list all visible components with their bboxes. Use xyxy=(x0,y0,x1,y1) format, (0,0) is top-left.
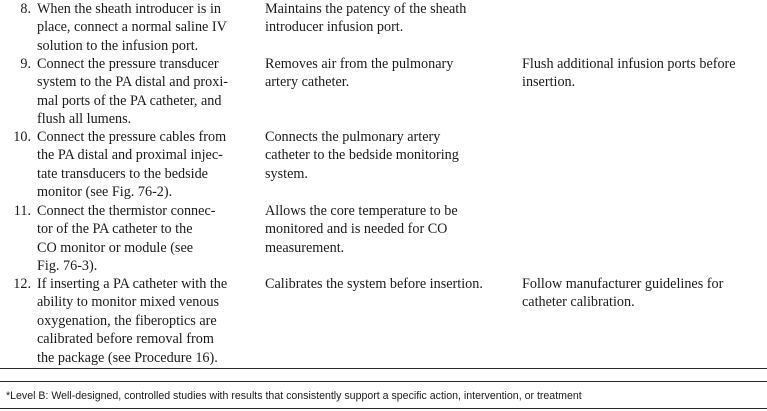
footnote-bottom-rule xyxy=(0,408,767,409)
step-text-line: the PA distal and proximal injec- xyxy=(37,147,223,164)
step-text-line: tor of the PA catheter to the xyxy=(37,221,193,238)
step-text-line: When the sheath introducer is in xyxy=(37,1,221,17)
step-text xyxy=(37,55,228,129)
special-considerations-text-line: catheter calibration. xyxy=(522,294,635,311)
step-text-line: place, connect a normal saline IV xyxy=(37,19,227,36)
step-text-line: CO monitor or module (see xyxy=(37,239,194,256)
special-considerations-text-line: insertion. xyxy=(522,74,576,91)
step-number: 9. xyxy=(20,56,31,72)
special-considerations-text-line: Flush additional infusion ports before xyxy=(522,56,736,72)
step-text-line: Connect the pressure cables from xyxy=(37,129,227,145)
step-text xyxy=(37,128,226,202)
rationale-text-line: measurement. xyxy=(265,239,345,256)
rationale-text xyxy=(265,275,483,293)
step-text-line: oxygenation, the fiberoptics are xyxy=(37,312,217,329)
step-text-line: If inserting a PA catheter with the xyxy=(37,276,228,292)
step-number: 10. xyxy=(13,129,31,145)
rationale-text xyxy=(265,128,459,183)
rationale-text-line: Maintains the patency of the sheath xyxy=(265,1,467,17)
rationale-text-line: introducer infusion port. xyxy=(265,19,404,36)
step-text-line: Connect the pressure transducer xyxy=(37,56,219,72)
step-text xyxy=(37,275,227,367)
rationale-text xyxy=(265,55,453,92)
special-considerations-text xyxy=(522,275,723,312)
special-considerations-text-line: Follow manufacturer guidelines for xyxy=(522,276,724,292)
rationale-text xyxy=(265,202,458,257)
step-text-line: tate transducers to the bedside xyxy=(37,165,208,182)
rationale-text-line: artery catheter. xyxy=(265,74,350,91)
step-text-line: monitor (see Fig. 76-2). xyxy=(37,184,173,201)
step-text-line: Connect the thermistor connec- xyxy=(37,203,216,219)
step-text-line: system to the PA distal and proxi- xyxy=(37,74,229,91)
step-text-line: Fig. 76-3). xyxy=(37,258,98,275)
rationale-text-line: Allows the core temperature to be xyxy=(265,203,458,219)
step-text-line: the package (see Procedure 16). xyxy=(37,349,218,366)
rationale-text-line: Connects the pulmonary artery xyxy=(265,129,441,145)
rationale-text-line: system. xyxy=(265,165,308,182)
step-number: 12. xyxy=(13,276,31,292)
special-considerations-text xyxy=(522,55,736,92)
step-text-line: calibrated before removal from xyxy=(37,331,214,348)
step-text-line: ability to monitor mixed venous xyxy=(37,294,220,311)
rationale-text-line: Removes air from the pulmonary xyxy=(265,56,454,72)
footnote-text: *Level B: Well-designed, controlled studies with results that consistently support a specific action, intervention, or treatment xyxy=(6,390,582,402)
rationale-text-line: Calibrates the system before insertion. xyxy=(265,276,483,292)
step-number: 11. xyxy=(13,203,31,219)
step-text-line: flush all lumens. xyxy=(37,111,132,128)
step-text-line: mal ports of the PA catheter, and xyxy=(37,92,222,109)
footnote-top-rule xyxy=(0,381,767,382)
step-number: 8. xyxy=(20,1,31,17)
table-bottom-rule xyxy=(0,368,767,369)
rationale-text xyxy=(265,0,466,37)
rationale-text-line: monitored and is needed for CO xyxy=(265,221,448,238)
step-text xyxy=(37,0,227,55)
step-text-line: solution to the infusion port. xyxy=(37,37,199,54)
step-text xyxy=(37,202,215,276)
rationale-text-line: catheter to the bedside monitoring xyxy=(265,147,459,164)
